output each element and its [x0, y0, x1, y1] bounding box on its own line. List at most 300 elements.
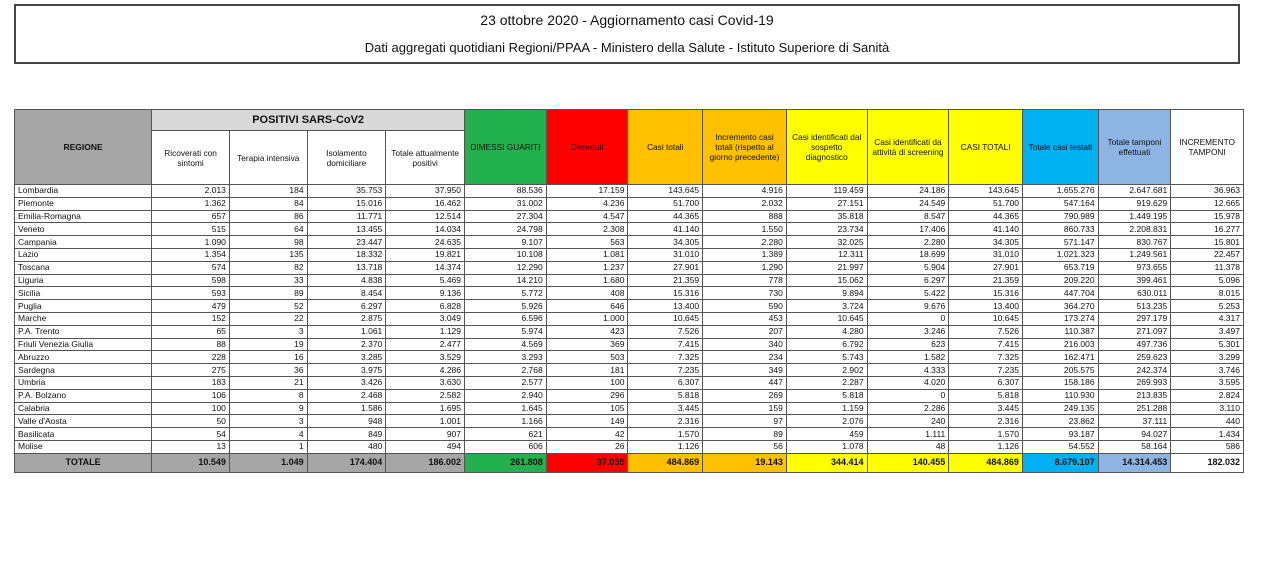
value-cell: 657 [152, 210, 230, 223]
value-cell: 919.629 [1098, 197, 1171, 210]
value-cell: 13.400 [949, 300, 1023, 313]
value-cell: 213.835 [1098, 389, 1171, 402]
total-value-cell: 1.049 [229, 453, 307, 472]
value-cell: 3.246 [867, 325, 949, 338]
value-cell: 23.447 [307, 236, 386, 249]
total-value-cell: 182.032 [1171, 453, 1244, 472]
value-cell: 2.647.681 [1098, 185, 1171, 198]
column-header-11: Totale casi testati [1022, 110, 1098, 185]
value-cell: 3.293 [465, 351, 547, 364]
value-cell: 574 [152, 261, 230, 274]
value-cell: 50 [152, 415, 230, 428]
value-cell: 515 [152, 223, 230, 236]
value-cell: 149 [546, 415, 628, 428]
value-cell: 907 [386, 428, 465, 441]
value-cell: 4.020 [867, 376, 949, 389]
value-cell: 563 [546, 236, 628, 249]
value-cell: 3.049 [386, 312, 465, 325]
value-cell: 1.126 [949, 440, 1023, 453]
table-row [15, 428, 1244, 441]
value-cell: 5.253 [1171, 300, 1244, 313]
value-cell: 8.454 [307, 287, 386, 300]
value-cell: 31.010 [628, 248, 703, 261]
value-cell: 88 [152, 338, 230, 351]
value-cell: 27.901 [628, 261, 703, 274]
value-cell: 106 [152, 389, 230, 402]
region-name-cell: Abruzzo [15, 351, 152, 364]
value-cell: 18.332 [307, 248, 386, 261]
page-title: 23 ottobre 2020 - Aggiornamento casi Covid-19 [480, 12, 774, 28]
value-cell: 98 [229, 236, 307, 249]
value-cell: 173.274 [1022, 312, 1098, 325]
value-cell: 271.097 [1098, 325, 1171, 338]
covid-cases-table [14, 109, 1244, 473]
value-cell: 1.645 [465, 402, 547, 415]
value-cell: 15.062 [786, 274, 867, 287]
value-cell: 2.768 [465, 364, 547, 377]
value-cell: 24.549 [867, 197, 949, 210]
value-cell: 13.718 [307, 261, 386, 274]
column-header-regione: REGIONE [15, 110, 152, 185]
column-header-8: Casi identificati dal sospetto diagnostico [786, 110, 867, 185]
table-row [15, 274, 1244, 287]
value-cell: 513.235 [1098, 300, 1171, 313]
value-cell: 21.359 [949, 274, 1023, 287]
value-cell: 228 [152, 351, 230, 364]
value-cell: 5.772 [465, 287, 547, 300]
total-value-cell: 19.143 [703, 453, 787, 472]
value-cell: 4.236 [546, 197, 628, 210]
value-cell: 4.547 [546, 210, 628, 223]
value-cell: 35.818 [786, 210, 867, 223]
value-cell: 369 [546, 338, 628, 351]
table-row [15, 389, 1244, 402]
table-row [15, 415, 1244, 428]
value-cell: 2.468 [307, 389, 386, 402]
value-cell: 3.724 [786, 300, 867, 313]
value-cell: 2.308 [546, 223, 628, 236]
value-cell: 21.359 [628, 274, 703, 287]
value-cell: 18.699 [867, 248, 949, 261]
total-value-cell: 140.455 [867, 453, 949, 472]
value-cell: 1.129 [386, 325, 465, 338]
value-cell: 34.305 [628, 236, 703, 249]
value-cell: 37.111 [1098, 415, 1171, 428]
value-cell: 453 [703, 312, 787, 325]
column-header-6: Casi totali [628, 110, 703, 185]
total-value-cell: 37.059 [546, 453, 628, 472]
value-cell: 1.126 [628, 440, 703, 453]
value-cell: 275 [152, 364, 230, 377]
region-name-cell: Friuli Venezia Giulia [15, 338, 152, 351]
table-row [15, 287, 1244, 300]
value-cell: 3.746 [1171, 364, 1244, 377]
value-cell: 778 [703, 274, 787, 287]
value-cell: 5.904 [867, 261, 949, 274]
value-cell: 19 [229, 338, 307, 351]
value-cell: 586 [1171, 440, 1244, 453]
value-cell: 3.630 [386, 376, 465, 389]
value-cell: 143.645 [628, 185, 703, 198]
region-name-cell: Campania [15, 236, 152, 249]
value-cell: 4 [229, 428, 307, 441]
value-cell: 89 [703, 428, 787, 441]
total-value-cell: 10.549 [152, 453, 230, 472]
table-row [15, 402, 1244, 415]
table-row [15, 351, 1244, 364]
region-name-cell: Liguria [15, 274, 152, 287]
value-cell: 447 [703, 376, 787, 389]
value-cell: 5.743 [786, 351, 867, 364]
value-cell: 54.552 [1022, 440, 1098, 453]
value-cell: 110.387 [1022, 325, 1098, 338]
value-cell: 1.695 [386, 402, 465, 415]
value-cell: 119.459 [786, 185, 867, 198]
region-name-cell: Molise [15, 440, 152, 453]
value-cell: 35.753 [307, 185, 386, 198]
value-cell: 1.389 [703, 248, 787, 261]
value-cell: 1.680 [546, 274, 628, 287]
column-header-2: Isolamento domiciliare [307, 131, 386, 185]
value-cell: 52 [229, 300, 307, 313]
value-cell: 5.818 [786, 389, 867, 402]
value-cell: 15.316 [949, 287, 1023, 300]
value-cell: 2.013 [152, 185, 230, 198]
value-cell: 6.792 [786, 338, 867, 351]
value-cell: 41.140 [949, 223, 1023, 236]
value-cell: 65 [152, 325, 230, 338]
table-row [15, 236, 1244, 249]
value-cell: 3.497 [1171, 325, 1244, 338]
value-cell: 399.461 [1098, 274, 1171, 287]
value-cell: 1.166 [465, 415, 547, 428]
value-cell: 15.801 [1171, 236, 1244, 249]
column-header-13: INCREMENTO TAMPONI [1171, 110, 1244, 185]
value-cell: 0 [867, 312, 949, 325]
table-row [15, 312, 1244, 325]
value-cell: 15.978 [1171, 210, 1244, 223]
value-cell: 1.655.276 [1022, 185, 1098, 198]
value-cell: 349 [703, 364, 787, 377]
header-group-row [15, 110, 1244, 131]
value-cell: 234 [703, 351, 787, 364]
value-cell: 36.963 [1171, 185, 1244, 198]
value-cell: 598 [152, 274, 230, 287]
value-cell: 447.704 [1022, 287, 1098, 300]
value-cell: 84 [229, 197, 307, 210]
value-cell: 7.235 [949, 364, 1023, 377]
value-cell: 2.370 [307, 338, 386, 351]
value-cell: 1.570 [949, 428, 1023, 441]
table-row [15, 364, 1244, 377]
value-cell: 1.237 [546, 261, 628, 274]
value-cell: 97 [703, 415, 787, 428]
value-cell: 4.916 [703, 185, 787, 198]
column-header-4: DIMESSI GUARITI [465, 110, 547, 185]
value-cell: 547.164 [1022, 197, 1098, 210]
column-group-positivi: POSITIVI SARS-CoV2 [152, 110, 465, 131]
region-name-cell: Valle d'Aosta [15, 415, 152, 428]
value-cell: 3.426 [307, 376, 386, 389]
value-cell: 2.902 [786, 364, 867, 377]
value-cell: 606 [465, 440, 547, 453]
value-cell: 440 [1171, 415, 1244, 428]
value-cell: 12.665 [1171, 197, 1244, 210]
region-name-cell: Umbria [15, 376, 152, 389]
value-cell: 9.676 [867, 300, 949, 313]
value-cell: 1.449.195 [1098, 210, 1171, 223]
value-cell: 32.025 [786, 236, 867, 249]
table-row [15, 248, 1244, 261]
total-value-cell: 344.414 [786, 453, 867, 472]
table-row [15, 261, 1244, 274]
value-cell: 11.771 [307, 210, 386, 223]
value-cell: 2.582 [386, 389, 465, 402]
value-cell: 849 [307, 428, 386, 441]
value-cell: 4.333 [867, 364, 949, 377]
value-cell: 1.354 [152, 248, 230, 261]
value-cell: 216.003 [1022, 338, 1098, 351]
value-cell: 630.011 [1098, 287, 1171, 300]
value-cell: 13.400 [628, 300, 703, 313]
region-name-cell: Lazio [15, 248, 152, 261]
value-cell: 8.547 [867, 210, 949, 223]
value-cell: 3.299 [1171, 351, 1244, 364]
value-cell: 494 [386, 440, 465, 453]
total-label-cell: TOTALE [15, 453, 152, 472]
value-cell: 135 [229, 248, 307, 261]
value-cell: 269.993 [1098, 376, 1171, 389]
value-cell: 269 [703, 389, 787, 402]
value-cell: 5.818 [949, 389, 1023, 402]
value-cell: 1.290 [703, 261, 787, 274]
value-cell: 2.280 [867, 236, 949, 249]
value-cell: 26 [546, 440, 628, 453]
value-cell: 459 [786, 428, 867, 441]
value-cell: 1.249.561 [1098, 248, 1171, 261]
value-cell: 5.818 [628, 389, 703, 402]
value-cell: 54 [152, 428, 230, 441]
value-cell: 5.422 [867, 287, 949, 300]
value-cell: 44.365 [949, 210, 1023, 223]
table-row [15, 210, 1244, 223]
value-cell: 5.974 [465, 325, 547, 338]
value-cell: 0 [867, 389, 949, 402]
value-cell: 590 [703, 300, 787, 313]
table-row [15, 376, 1244, 389]
covid-cases-table-wrapper [14, 109, 1244, 473]
value-cell: 13.455 [307, 223, 386, 236]
value-cell: 3.285 [307, 351, 386, 364]
region-name-cell: Sardegna [15, 364, 152, 377]
value-cell: 51.700 [949, 197, 1023, 210]
value-cell: 1.061 [307, 325, 386, 338]
table-row [15, 197, 1244, 210]
value-cell: 5.301 [1171, 338, 1244, 351]
value-cell: 3.445 [628, 402, 703, 415]
value-cell: 15.316 [628, 287, 703, 300]
value-cell: 159 [703, 402, 787, 415]
report-header [14, 4, 1240, 64]
value-cell: 7.526 [949, 325, 1023, 338]
value-cell: 7.415 [628, 338, 703, 351]
value-cell: 24.186 [867, 185, 949, 198]
value-cell: 730 [703, 287, 787, 300]
value-cell: 1.434 [1171, 428, 1244, 441]
value-cell: 12.290 [465, 261, 547, 274]
region-name-cell: Veneto [15, 223, 152, 236]
column-header-9: Casi identificati da attività di screening [867, 110, 949, 185]
value-cell: 33 [229, 274, 307, 287]
value-cell: 480 [307, 440, 386, 453]
value-cell: 790.989 [1022, 210, 1098, 223]
value-cell: 207 [703, 325, 787, 338]
value-cell: 41.140 [628, 223, 703, 236]
value-cell: 27.304 [465, 210, 547, 223]
value-cell: 4.280 [786, 325, 867, 338]
value-cell: 3.110 [1171, 402, 1244, 415]
value-cell: 242.374 [1098, 364, 1171, 377]
value-cell: 7.325 [628, 351, 703, 364]
total-value-cell: 484.869 [628, 453, 703, 472]
value-cell: 503 [546, 351, 628, 364]
value-cell: 19.821 [386, 248, 465, 261]
value-cell: 2.940 [465, 389, 547, 402]
value-cell: 162.471 [1022, 351, 1098, 364]
value-cell: 1.001 [386, 415, 465, 428]
value-cell: 2.316 [949, 415, 1023, 428]
value-cell: 86 [229, 210, 307, 223]
value-cell: 205.575 [1022, 364, 1098, 377]
value-cell: 37.950 [386, 185, 465, 198]
value-cell: 42 [546, 428, 628, 441]
value-cell: 6.307 [949, 376, 1023, 389]
value-cell: 973.655 [1098, 261, 1171, 274]
value-cell: 23.734 [786, 223, 867, 236]
value-cell: 2.477 [386, 338, 465, 351]
value-cell: 653.719 [1022, 261, 1098, 274]
value-cell: 5.926 [465, 300, 547, 313]
total-value-cell: 14.314.453 [1098, 453, 1171, 472]
value-cell: 2.316 [628, 415, 703, 428]
value-cell: 184 [229, 185, 307, 198]
value-cell: 423 [546, 325, 628, 338]
value-cell: 3 [229, 415, 307, 428]
column-header-10: CASI TOTALI [949, 110, 1023, 185]
value-cell: 249.135 [1022, 402, 1098, 415]
table-row [15, 185, 1244, 198]
value-cell: 143.645 [949, 185, 1023, 198]
value-cell: 12.311 [786, 248, 867, 261]
column-header-3: Totale attualmente positivi [386, 131, 465, 185]
value-cell: 830.767 [1098, 236, 1171, 249]
value-cell: 2.280 [703, 236, 787, 249]
value-cell: 10.645 [786, 312, 867, 325]
column-header-5: Deceduti [546, 110, 628, 185]
value-cell: 15.016 [307, 197, 386, 210]
value-cell: 183 [152, 376, 230, 389]
region-name-cell: Piemonte [15, 197, 152, 210]
value-cell: 497.736 [1098, 338, 1171, 351]
value-cell: 10.645 [628, 312, 703, 325]
value-cell: 51.700 [628, 197, 703, 210]
value-cell: 4.838 [307, 274, 386, 287]
value-cell: 7.415 [949, 338, 1023, 351]
value-cell: 340 [703, 338, 787, 351]
value-cell: 3.445 [949, 402, 1023, 415]
value-cell: 56 [703, 440, 787, 453]
value-cell: 1 [229, 440, 307, 453]
value-cell: 948 [307, 415, 386, 428]
value-cell: 1.081 [546, 248, 628, 261]
value-cell: 23.862 [1022, 415, 1098, 428]
value-cell: 93.187 [1022, 428, 1098, 441]
value-cell: 31.002 [465, 197, 547, 210]
value-cell: 5.096 [1171, 274, 1244, 287]
value-cell: 297.179 [1098, 312, 1171, 325]
value-cell: 58.164 [1098, 440, 1171, 453]
value-cell: 364.270 [1022, 300, 1098, 313]
value-cell: 14.034 [386, 223, 465, 236]
value-cell: 21 [229, 376, 307, 389]
value-cell: 88.536 [465, 185, 547, 198]
value-cell: 6.596 [465, 312, 547, 325]
value-cell: 479 [152, 300, 230, 313]
value-cell: 3.595 [1171, 376, 1244, 389]
column-header-7: Incremento casi totali (rispetto al giorno precedente) [703, 110, 787, 185]
value-cell: 1.021.323 [1022, 248, 1098, 261]
value-cell: 1.586 [307, 402, 386, 415]
value-cell: 17.159 [546, 185, 628, 198]
value-cell: 8 [229, 389, 307, 402]
total-row [15, 453, 1244, 472]
page-subtitle: Dati aggregati quotidiani Regioni/PPAA - Ministero della Salute - Istituto Superiore di Sanità [364, 40, 890, 55]
value-cell: 24.635 [386, 236, 465, 249]
value-cell: 1.000 [546, 312, 628, 325]
value-cell: 21.997 [786, 261, 867, 274]
value-cell: 48 [867, 440, 949, 453]
region-name-cell: Lombardia [15, 185, 152, 198]
value-cell: 27.151 [786, 197, 867, 210]
value-cell: 6.828 [386, 300, 465, 313]
total-value-cell: 261.808 [465, 453, 547, 472]
value-cell: 1.090 [152, 236, 230, 249]
value-cell: 1.362 [152, 197, 230, 210]
value-cell: 9 [229, 402, 307, 415]
value-cell: 24.798 [465, 223, 547, 236]
table-row [15, 440, 1244, 453]
value-cell: 7.526 [628, 325, 703, 338]
table-row [15, 338, 1244, 351]
value-cell: 2.076 [786, 415, 867, 428]
value-cell: 1.111 [867, 428, 949, 441]
column-header-12: Totale tamponi effettuati [1098, 110, 1171, 185]
value-cell: 4.286 [386, 364, 465, 377]
value-cell: 64 [229, 223, 307, 236]
value-cell: 8.015 [1171, 287, 1244, 300]
value-cell: 14.210 [465, 274, 547, 287]
value-cell: 181 [546, 364, 628, 377]
region-name-cell: Sicilia [15, 287, 152, 300]
value-cell: 22.457 [1171, 248, 1244, 261]
value-cell: 6.297 [867, 274, 949, 287]
column-header-0: Ricoverati con sintomi [152, 131, 230, 185]
value-cell: 4.569 [465, 338, 547, 351]
value-cell: 13 [152, 440, 230, 453]
total-value-cell: 174.404 [307, 453, 386, 472]
value-cell: 14.374 [386, 261, 465, 274]
value-cell: 16.277 [1171, 223, 1244, 236]
